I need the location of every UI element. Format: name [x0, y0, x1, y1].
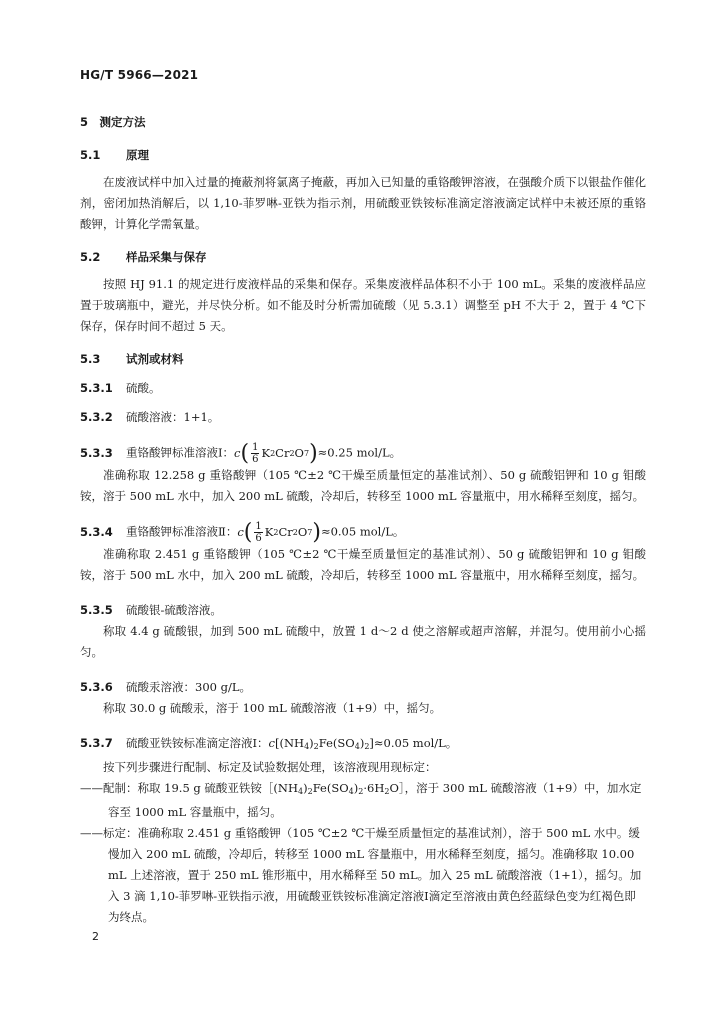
formula-value: ≈0.25 mol/L。: [317, 445, 402, 460]
formula-sub: 4: [354, 742, 360, 751]
prep-text: ): [303, 781, 308, 795]
formula-fraction: [251, 442, 259, 465]
item-5-3-3-description: 准确称取 12.258 g 重铬酸钾（105 ℃±2 ℃干燥至质量恒定的基准试剂）、50 g 硫酸铝钾和 10 g 钼酸铵，溶于 500 mL 水中，加入 200 mL 硫酸，冷却后，转移至 1000 mL 容量瓶中，用水稀释至刻度，摇匀。: [80, 468, 646, 503]
formula-sub: 2: [273, 528, 279, 537]
item-5-3-5: [80, 600, 646, 621]
formula-sub: 2: [384, 787, 390, 796]
formula-part: [(NH: [275, 736, 305, 750]
prep-text: Fe(SO: [312, 781, 349, 795]
formula-value: ≈0.05 mol/L。: [320, 524, 405, 539]
formula-symbol: c: [237, 525, 244, 539]
formula-sub: 2: [292, 528, 298, 537]
item-number: 5.3.6: [80, 680, 113, 694]
page-number: 2: [92, 930, 99, 943]
item-number: 5.3.4: [80, 524, 113, 539]
item-5-3-4-description: 准确称取 2.451 g 重铬酸钾（105 ℃±2 ℃干燥至质量恒定的基准试剂）、50 g 硫酸铝钾和 10 g 钼酸铵，溶于 500 mL 水中，加入 200 mL 硫酸，冷却后，转移至 1000 mL 容量瓶中，用水稀释至刻度，摇匀。: [80, 547, 646, 582]
concentration-formula: c ( $\frac{1}{6}$ K 2 Cr 2 O 7 ): [237, 519, 321, 545]
item-label: 重铬酸钾标准溶液Ⅱ：: [126, 524, 238, 539]
item-text: 硫酸溶液：1+1。: [126, 410, 220, 424]
formula-sub: 2: [270, 449, 276, 458]
item-5-3-5-description: 称取 4.4 g 硫酸银，加到 500 mL 硫酸中，放置 1 d～2 d 使之溶解或超声溶解，并混匀。使用前小心摇匀。: [80, 624, 646, 659]
item-5-3-7: [80, 733, 646, 757]
section-number: 5.2: [80, 250, 101, 264]
formula-o: O: [297, 525, 308, 539]
concentration-formula: c ( $\frac{1}{6}$ K 2 Cr 2 O 7 ): [234, 440, 318, 466]
formula-sub: 7: [307, 528, 313, 537]
prep-text: ): [353, 781, 359, 795]
formula-part: Fe(SO: [318, 736, 355, 750]
section-5-1-heading: [80, 145, 646, 166]
item-number: 5.3.1: [80, 381, 113, 395]
item-5-3-6: [80, 677, 646, 698]
formula-sub: 7: [303, 449, 310, 458]
item-number: 5.3.5: [80, 603, 113, 617]
formula-cr: Cr: [275, 446, 290, 460]
item-number: 5.3.7: [80, 736, 113, 750]
item-number: 5.3.3: [80, 445, 113, 460]
section-5-3-heading: [80, 349, 646, 370]
formula-k: K: [264, 525, 274, 539]
item-label: 硫酸银-硫酸溶液。: [126, 603, 222, 617]
prep-text: ——配制：称取 19.5 g 硫酸亚铁铵［(NH: [80, 781, 299, 795]
section-number: 5.3: [80, 352, 101, 366]
item-5-3-3: [80, 442, 646, 465]
formula-symbol: c: [268, 736, 275, 750]
formula-cr: Cr: [278, 525, 293, 539]
section-title: 原理: [126, 148, 149, 162]
formula-sub: 2: [313, 742, 319, 751]
item-5-3-2: [80, 407, 646, 428]
section-title: 试剂或材料: [126, 352, 184, 366]
formula-sub: 4: [298, 787, 304, 796]
item-5-3-6-description: 称取 30.0 g 硫酸汞，溶于 100 mL 硫酸溶液（1+9）中，摇匀。: [103, 701, 442, 715]
formula-value: ]≈0.05 mol/L。: [369, 736, 458, 750]
formula-sub: 2: [364, 742, 370, 751]
principle-paragraph: 在废液试样中加入过量的掩蔽剂将氯离子掩蔽，再加入已知量的重铬酸钾溶液，在强酸介质下以银盐作催化剂，密闭加热消解后，以 1,10-菲罗啉-亚铁为指示剂，用硫酸亚铁铵标准滴定溶液滴定试样中未被还原的重铬酸钾，计算化学需氧量。: [80, 175, 646, 231]
formula-sub: 4: [348, 787, 354, 796]
fraction-denominator: 6: [255, 533, 262, 544]
calibration-step: ——标定：准确称取 2.451 g 重铬酸钾（105 ℃±2 ℃干燥至质量恒定的基准试剂），溶于 500 mL 水中。缓慢加入 200 mL 硫酸，冷却后，转移至 1000 mL 容量瓶中，用水稀释至刻度，摇匀。准确移取 10.00 mL 上述溶液，置于 250 mL 锥形瓶中，用水稀释至 50 mL。加入 25 mL 硫酸溶液（1+1），摇匀。加入 3 滴 1,10-菲罗啉-亚铁指示液，用硫酸亚铁铵标准滴定溶液Ⅰ滴定至溶液由黄色经蓝绿色变为红褐色即为终点。: [80, 826, 642, 924]
section-5-heading: 5 测定方法: [80, 115, 146, 129]
section-title: 样品采集与保存: [126, 250, 207, 264]
formula-sub: 4: [304, 742, 310, 751]
sampling-paragraph: 按照 HJ 91.1 的规定进行废液样品的采集和保存。采集废液样品体积不小于 100 mL。采集的废液样品应置于玻璃瓶中，避光，并尽快分析。如不能及时分析需加硫酸（见 5.3.1）调整至 pH 不大于 2，置于 4 ℃下保存，保存时间不超过 5 天。: [80, 277, 646, 333]
standard-number: HG/T 5966—2021: [80, 68, 199, 82]
item-label: 重铬酸钾标准溶液Ⅰ：: [126, 445, 235, 460]
item-label: 硫酸亚铁铵标准滴定溶液Ⅰ：: [126, 736, 269, 750]
section-number: 5.1: [80, 148, 101, 162]
formula-part: ): [309, 736, 314, 750]
formula-sub: 2: [289, 449, 295, 458]
preparation-step: [80, 778, 646, 823]
item-5-3-7-intro: 按下列步骤进行配制、标定及试验数据处理，该溶液现用现标定：: [103, 760, 437, 774]
formula-symbol: c: [234, 446, 241, 460]
formula-k: K: [261, 446, 271, 460]
prep-text: O］，溶于 300 mL 硫酸溶液（1+9）中，加水定容至 1000 mL 容量瓶中，摇匀。: [108, 781, 642, 819]
formula-sub: 2: [358, 787, 364, 796]
formula-sub: 2: [307, 787, 313, 796]
formula-part: ): [359, 736, 365, 750]
document-body: [80, 112, 646, 928]
fraction-numerator: 1: [255, 521, 262, 532]
section-5-2-heading: [80, 247, 646, 268]
item-5-3-4: [80, 521, 646, 544]
fraction-denominator: 6: [252, 454, 259, 465]
item-label: 硫酸汞溶液：300 g/L。: [126, 680, 251, 694]
formula-fraction: [254, 521, 262, 544]
item-number: 5.3.2: [80, 410, 113, 424]
formula-o: O: [294, 446, 304, 460]
fraction-numerator: 1: [252, 442, 259, 453]
prep-text: ·6H: [363, 781, 385, 795]
item-text: 硫酸。: [126, 381, 161, 395]
item-5-3-1: [80, 378, 646, 399]
